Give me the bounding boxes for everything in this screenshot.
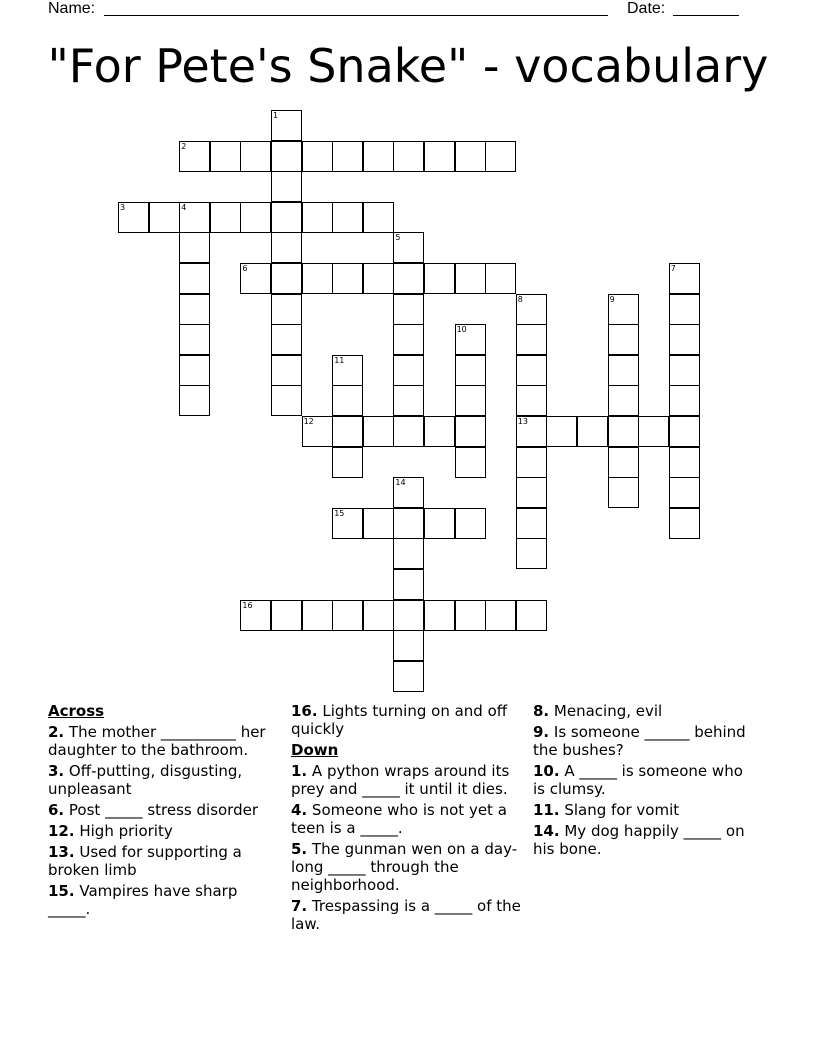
clue-down-5: 5. The gunman wen on a day-long _____ through the neighborhood. — [291, 840, 518, 894]
grid-cell[interactable] — [363, 141, 394, 172]
grid-cell[interactable] — [455, 355, 486, 386]
grid-cell[interactable] — [608, 294, 639, 325]
grid-cell[interactable] — [271, 171, 302, 202]
grid-cell[interactable] — [424, 508, 455, 539]
grid-cell[interactable] — [240, 202, 271, 233]
clue-down-4: 4. Someone who is not yet a teen is a _____. — [291, 801, 507, 837]
grid-cell[interactable] — [363, 263, 394, 294]
grid-cell[interactable] — [363, 508, 394, 539]
clue-number: 14 — [395, 478, 406, 488]
grid-cell[interactable] — [271, 141, 302, 172]
clue-across-15: 15. Vampires have sharp _____. — [48, 882, 238, 918]
grid-cell[interactable] — [271, 232, 302, 263]
clue-number: 6 — [242, 264, 248, 273]
grid-cell[interactable] — [393, 355, 424, 386]
clue-down-10: 10. A _____ is someone who is clumsy. — [533, 762, 743, 798]
grid-cell[interactable] — [363, 202, 394, 233]
grid-cell[interactable] — [332, 447, 363, 478]
grid-cell[interactable] — [424, 600, 455, 631]
grid-cell[interactable] — [271, 110, 302, 141]
grid-cell[interactable] — [393, 263, 424, 294]
clue-number: 13 — [517, 417, 528, 426]
clue-number: 15 — [334, 508, 345, 518]
grid-cell[interactable] — [516, 294, 547, 325]
clue-number: 3 — [120, 202, 126, 212]
clue-across-3: 3. Off-putting, disgusting, unpleasant — [48, 762, 243, 798]
grid-cell[interactable] — [424, 263, 455, 294]
grid-cell[interactable] — [332, 202, 363, 233]
grid-cell[interactable] — [393, 141, 424, 172]
grid-cell[interactable] — [240, 600, 271, 631]
grid-cell[interactable] — [332, 385, 363, 416]
grid-cell[interactable] — [608, 385, 639, 416]
grid-cell[interactable] — [302, 263, 333, 294]
grid-cell[interactable] — [271, 263, 302, 294]
grid-cell[interactable] — [149, 202, 180, 233]
grid-cell[interactable] — [363, 600, 394, 631]
grid-cell[interactable] — [332, 416, 363, 447]
grid-cell[interactable] — [516, 477, 547, 508]
grid-cell[interactable] — [393, 538, 424, 569]
name-field-line[interactable] — [104, 15, 608, 16]
grid-cell[interactable] — [332, 508, 363, 539]
down-heading: Down — [291, 741, 339, 759]
grid-cell[interactable] — [210, 202, 241, 233]
grid-cell[interactable] — [516, 538, 547, 569]
grid-cell[interactable] — [455, 600, 486, 631]
clue-across-16: 16. Lights turning on and off quickly — [291, 702, 508, 738]
grid-cell[interactable] — [271, 324, 302, 355]
clue-across-2: 2. The mother __________ her daughter to the bathroom. — [48, 723, 266, 759]
clue-number: 11 — [334, 355, 345, 365]
date-label: Date: — [627, 0, 666, 17]
grid-cell[interactable] — [179, 294, 210, 325]
grid-cell[interactable] — [455, 508, 486, 539]
grid-cell[interactable] — [393, 324, 424, 355]
grid-cell[interactable] — [669, 416, 700, 447]
grid-cell[interactable] — [485, 141, 516, 172]
grid-cell[interactable] — [302, 416, 333, 447]
clue-down-8: 8. Menacing, evil — [533, 702, 663, 720]
clue-across-13: 13. Used for supporting a broken limb — [48, 843, 242, 879]
grid-cell[interactable] — [302, 600, 333, 631]
clue-number: 2 — [181, 141, 187, 151]
grid-cell[interactable] — [485, 600, 516, 631]
clue-across-12: 12. High priority — [48, 822, 173, 840]
grid-cell[interactable] — [455, 263, 486, 294]
clue-down-14: 14. My dog happily _____ on his bone. — [533, 822, 745, 858]
grid-cell[interactable] — [516, 355, 547, 386]
grid-cell[interactable] — [669, 294, 700, 325]
clue-down-1: 1. A python wraps around its prey and _____ it until it dies. — [291, 762, 510, 798]
grid-cell[interactable] — [393, 232, 424, 263]
page-title: "For Pete's Snake" - vocabulary — [47, 39, 769, 93]
clue-down-11: 11. Slang for vomit — [533, 801, 680, 819]
grid-cell[interactable] — [302, 141, 333, 172]
grid-cell[interactable] — [271, 600, 302, 631]
clues-column-2 — [291, 702, 527, 936]
clue-number: 7 — [670, 264, 676, 273]
clue-number: 10 — [456, 325, 467, 335]
grid-cell[interactable] — [393, 600, 424, 631]
grid-cell[interactable] — [179, 324, 210, 355]
grid-cell[interactable] — [271, 355, 302, 386]
grid-cell[interactable] — [424, 141, 455, 172]
date-field-line[interactable] — [673, 15, 739, 16]
clue-number: 4 — [181, 202, 187, 212]
grid-cell[interactable] — [669, 447, 700, 478]
grid-cell[interactable] — [118, 202, 149, 233]
grid-cell[interactable] — [669, 477, 700, 508]
grid-cell[interactable] — [302, 202, 333, 233]
clue-down-9: 9. Is someone ______ behind the bushes? — [533, 723, 746, 759]
grid-cell[interactable] — [271, 202, 302, 233]
grid-cell[interactable] — [393, 569, 424, 600]
grid-cell[interactable] — [393, 294, 424, 325]
grid-cell[interactable] — [179, 202, 210, 233]
grid-cell[interactable] — [271, 294, 302, 325]
grid-cell[interactable] — [516, 416, 547, 447]
grid-cell[interactable] — [608, 477, 639, 508]
clue-across-6: 6. Post _____ stress disorder — [48, 801, 259, 819]
grid-cell[interactable] — [363, 416, 394, 447]
grid-cell[interactable] — [424, 416, 455, 447]
grid-cell[interactable] — [608, 355, 639, 386]
grid-cell[interactable] — [179, 355, 210, 386]
grid-cell[interactable] — [332, 355, 363, 386]
grid-cell[interactable] — [516, 508, 547, 539]
clue-number: 8 — [517, 294, 523, 304]
grid-cell[interactable] — [669, 355, 700, 386]
grid-cell[interactable] — [638, 416, 669, 447]
grid-cell[interactable] — [393, 416, 424, 447]
grid-cell[interactable] — [455, 416, 486, 447]
grid-cell[interactable] — [332, 263, 363, 294]
clues-column-3 — [533, 702, 753, 861]
grid-cell[interactable] — [240, 141, 271, 172]
grid-cell[interactable] — [393, 661, 424, 692]
grid-cell[interactable] — [485, 263, 516, 294]
grid-cell[interactable] — [516, 600, 547, 631]
grid-cell[interactable] — [608, 447, 639, 478]
clue-number: 12 — [303, 417, 314, 426]
clue-number: 5 — [395, 233, 401, 243]
grid-cell[interactable] — [516, 324, 547, 355]
grid-cell[interactable] — [332, 141, 363, 172]
grid-cell[interactable] — [669, 508, 700, 539]
clues-column-1 — [48, 702, 284, 921]
grid-cell[interactable] — [669, 385, 700, 416]
grid-cell[interactable] — [210, 141, 241, 172]
grid-cell[interactable] — [240, 263, 271, 294]
grid-cell[interactable] — [455, 447, 486, 478]
across-heading: Across — [48, 702, 105, 720]
grid-cell[interactable] — [393, 385, 424, 416]
grid-cell[interactable] — [393, 477, 424, 508]
grid-cell[interactable] — [608, 324, 639, 355]
grid-cell[interactable] — [332, 600, 363, 631]
grid-cell[interactable] — [546, 416, 577, 447]
clue-down-7: 7. Trespassing is a _____ of the law. — [291, 897, 521, 933]
grid-cell[interactable] — [271, 385, 302, 416]
clue-number: 9 — [609, 294, 615, 304]
grid-cell[interactable] — [455, 141, 486, 172]
grid-cell[interactable] — [393, 630, 424, 661]
grid-cell[interactable] — [577, 416, 608, 447]
grid-cell[interactable] — [393, 508, 424, 539]
grid-cell[interactable] — [669, 324, 700, 355]
grid-cell[interactable] — [669, 263, 700, 294]
grid-cell[interactable] — [179, 263, 210, 294]
name-label: Name: — [48, 0, 96, 17]
grid-cell[interactable] — [608, 416, 639, 447]
grid-cell[interactable] — [179, 232, 210, 263]
clue-number: 1 — [273, 111, 279, 120]
grid-cell[interactable] — [455, 324, 486, 355]
grid-cell[interactable] — [179, 385, 210, 416]
grid-cell[interactable] — [179, 141, 210, 172]
clue-number: 16 — [242, 600, 253, 610]
grid-cell[interactable] — [516, 385, 547, 416]
grid-cell[interactable] — [455, 385, 486, 416]
grid-cell[interactable] — [516, 447, 547, 478]
